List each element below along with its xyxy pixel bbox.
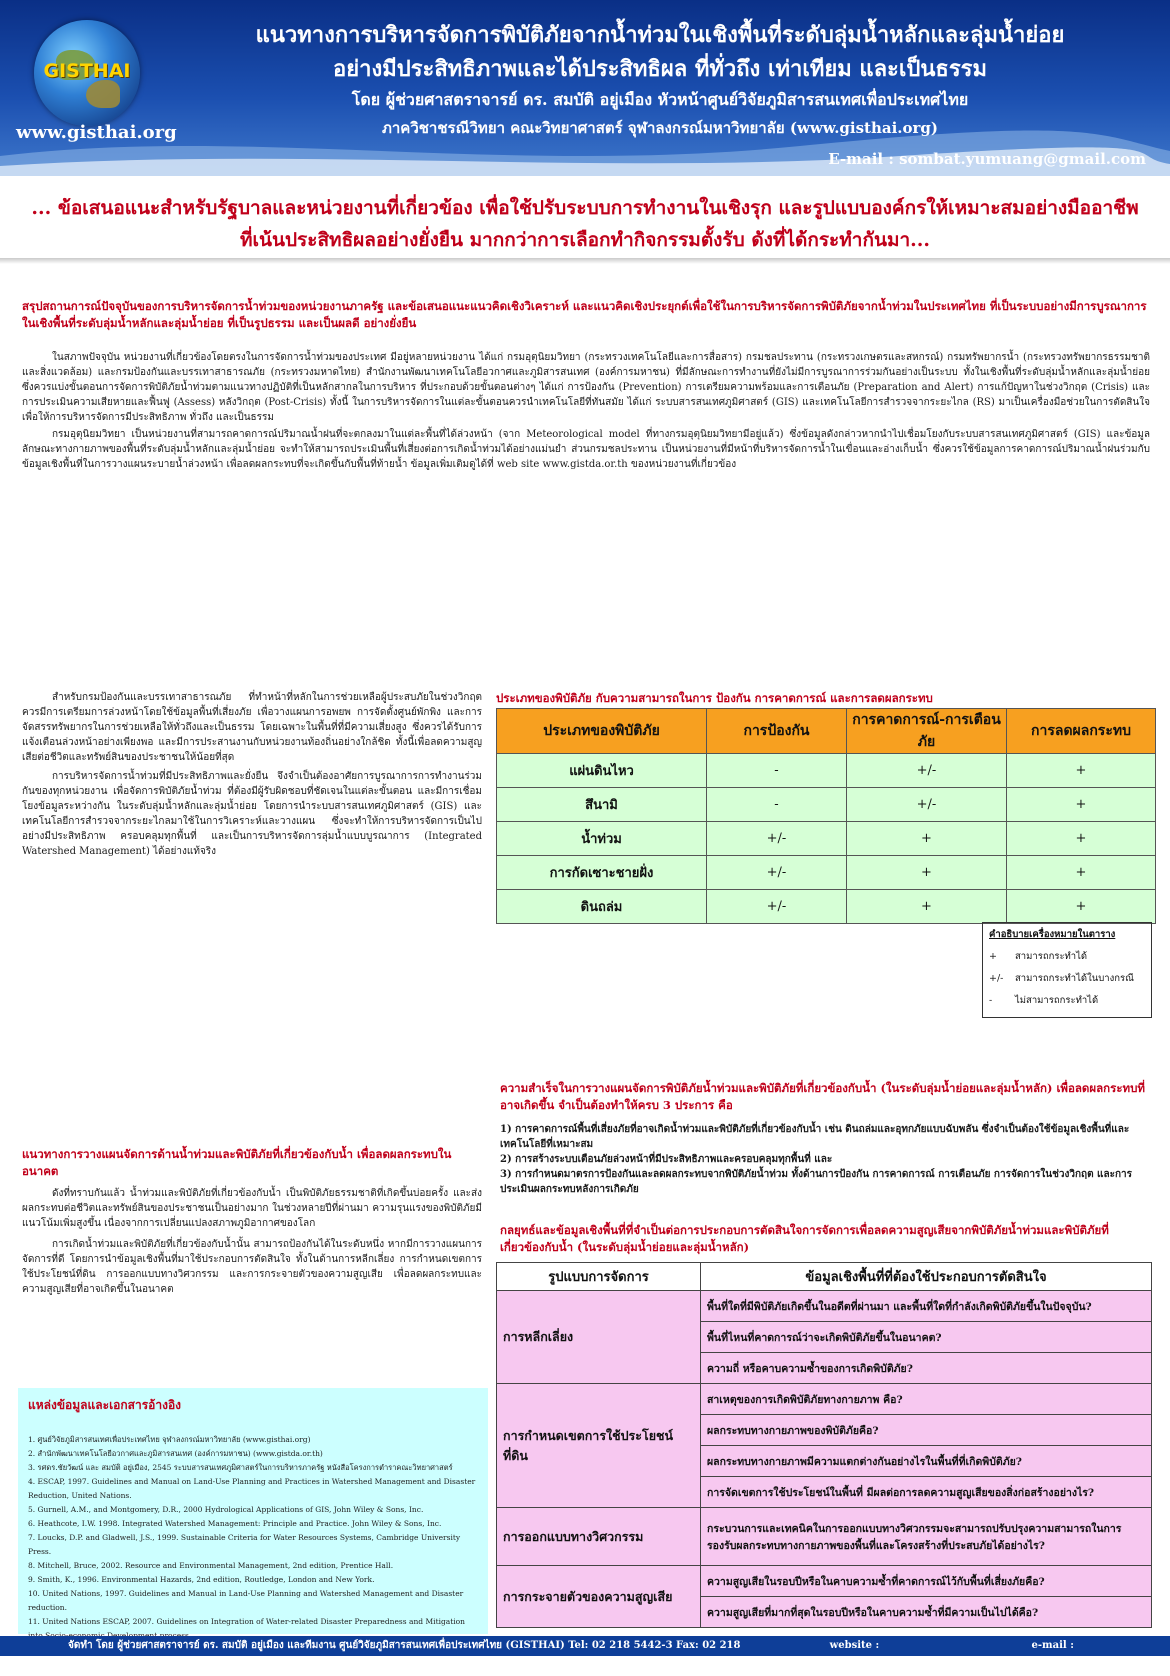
table-cell: การกัดเซาะชายฝั่ง	[497, 856, 707, 890]
poster-title-line1: แนวทางการบริหารจัดการพิบัติภัยจากน้ำท่วมในเชิงพื้นที่ระดับลุ่มน้ำหลักและลุ่มน้ำย่อย	[255, 22, 1065, 48]
table-row	[497, 1566, 1152, 1597]
management-method: การกำหนดเขตการใช้ประโยชน์ที่ดิน	[497, 1384, 701, 1508]
left-section-agencies	[22, 690, 482, 859]
column-header: รูปแบบการจัดการ	[497, 1263, 701, 1291]
planning-paragraph-2: การเกิดน้ำท่วมและพิบัติภัยที่เกี่ยวข้องกับน้ำนั้น สามารถป้องกันได้ในระดับหนึ่ง หากมีการวางแผนการจัดการที่ดี โดยการนำข้อมูลเชิงพื้นที่มาใช้ประกอบการตัดสินใจ ทั้งในด้านการหลีกเลี่ยง การกำหนดเขตการใช้ประโยชน์ที่ดิน การออกแบบทางวิศวกรรม และการกระจายตัวของความสูญเสีย เพื่อลดผลกระทบและความสูญเสียที่อาจเกิดขึ้นในอนาคต	[22, 1239, 482, 1295]
department-line: ภาควิชาชรณีวิทยา คณะวิทยาศาสตร์ จุฬาลงกรณ์มหาวิทยาลัย (www.gisthai.org)	[381, 119, 939, 137]
spatial-question: ความสูญเสียในรอบปีหรือในคาบความซ้ำที่คาดการณ์ไว้กับพื้นที่เสี่ยงภัยคือ?	[701, 1566, 1152, 1597]
disaster-capability-table	[496, 708, 1156, 924]
table-cell: -	[707, 754, 847, 788]
reference-item: 5. Gurnell, A.M., and Montgomery, D.R., 2000 Hydrological Applications of GIS, John Wiley & Sons, Inc.	[28, 1505, 424, 1514]
proposal-line2: ที่เน้นประสิทธิผลอย่างยั่งยืน มากกว่าการเลือกทำกิจกรรมตั้งรับ ดังที่ได้กระทำกันมา...	[239, 229, 930, 251]
table-cell: -	[707, 788, 847, 822]
column-header: การคาดการณ์-การเตือนภัย	[847, 709, 1007, 754]
table-cell: +/-	[707, 856, 847, 890]
reference-item: 11. United Nations ESCAP, 2007. Guidelines on Integration of Water-related Disaster Preparedness and Mitigation	[28, 1617, 466, 1626]
strategy-heading: กลยุทธ์และข้อมูลเชิงพื้นที่ที่จำเป็นต่อการประกอบการตัดสินใจการจัดการเพื่อลดความสูญเสียจากพิบัติภัยน้ำท่วมและพิบัติภัยที่เกี่ยวข้องกับน้ำ (ในระดับลุ่มน้ำย่อยและลุ่มน้ำหลัก)	[500, 1223, 1109, 1254]
table-header-row	[497, 1263, 1152, 1291]
table-cell: แผ่นดินไหว	[497, 754, 707, 788]
poster-title-line2: อย่างมีประสิทธิภาพและได้ประสิทธิผล ที่ทั่วถึง เท่าเทียม และเป็นธรรม	[333, 56, 987, 82]
gisthai-globe-logo	[34, 20, 140, 126]
header-website-link[interactable]: www.gisthai.org	[16, 122, 177, 143]
management-method: การออกแบบทางวิศวกรรม	[497, 1508, 701, 1566]
table-row	[497, 788, 1156, 822]
author-line: โดย ผู้ช่วยศาสตราจารย์ ดร. สมบัติ อยู่เมือง หัวหน้าศูนย์วิจัยภูมิสารสนเทศเพื่อประเทศไทย	[351, 90, 969, 109]
left-section-planning	[22, 1146, 482, 1297]
legend-text: สามารถกระทำได้ในบางกรณี	[1015, 973, 1134, 984]
legend-text: สามารถกระทำได้	[1015, 951, 1088, 962]
logo-text: GISTHAI	[43, 60, 131, 82]
spatial-question: กระบวนการและเทคนิคในการออกแบบทางวิศวกรรมจะสามารถปรับปรุงความสามารถในการรองรับผลกระทบทางกายภาพของพื้นที่และโครงสร้างที่ประสบภัยได้อย่างไร?	[701, 1508, 1152, 1566]
success-factors-heading: ความสำเร็จในการวางแผนจัดการพิบัติภัยน้ำท่วมและพิบัติภัยที่เกี่ยวข้องกับน้ำ (ในระดับลุ่มน้ำย่อยและลุ่มน้ำหลัก) เพื่อลดผลกระทบที่อาจเกิดขึ้น จำเป็นต้องทำให้ครบ 3 ประการ คือ	[500, 1081, 1145, 1112]
footer-organizer: จัดทำ โดย ผู้ช่วยศาสตราจารย์ ดร. สมบัติ อยู่เมือง และทีมงาน ศูนย์วิจัยภูมิสารสนเทศเพื่อประเทศไทย (GISTHAI) Tel: 02 218 5442-3 Fax: 02 218 5464	[68, 1640, 741, 1671]
footer-website-link[interactable]: website : www.gisthai.org	[829, 1640, 919, 1671]
disaster-table-caption: ประเภทของพิบัติภัย กับความสามารถในการ ป้องกัน การคาดการณ์ และการลดผลกระทบ	[496, 691, 933, 705]
table-row	[497, 856, 1156, 890]
table-cell: +	[1007, 856, 1156, 890]
poster-footer	[0, 1636, 1170, 1671]
reference-item: 4. ESCAP, 1997. Guidelines and Manual on Land-Use Planning and Practices in Watershed Management and Disaster Reduction, United Nations.	[28, 1477, 476, 1500]
poster-header	[0, 0, 1170, 176]
column-header: ข้อมูลเชิงพื้นที่ที่ต้องใช้ประกอบการตัดสินใจ	[701, 1263, 1152, 1291]
management-method: การหลีกเลี่ยง	[497, 1291, 701, 1384]
left1-paragraph-1: สำหรับกรมป้องกันและบรรเทาสาธารณภัย ที่ทำหน้าที่หลักในการช่วยเหลือผู้ประสบภัยในช่วงวิกฤต ควรมีการเตรียมการล่วงหน้าโดยใช้ข้อมูลพื้นที่เสี่ยงภัย เพื่อวางแผนการอพยพ การจัดตั้งศูนย์พักพิง และการจัดสรรทรัพยากรในการช่วยเหลือให้ทั่วถึงและเป็นธรรม โดยเฉพาะในพื้นที่ที่มีความเสี่ยงสูง ซึ่งควรได้รับการแจ้งเตือนล่วงหน้าอย่างเพียงพอ และมีการประสานงานกับหน่วยงานท้องถิ่นอย่างใกล้ชิด ทั้งนี้เพื่อลดความสูญเสียต่อชีวิตและทรัพย์สินของประชาชนให้น้อยที่สุด	[22, 692, 482, 763]
table-legend	[982, 922, 1152, 1018]
table-cell: +	[847, 890, 1007, 924]
reference-item: 7. Loucks, D.P. and Gladwell, J.S., 1999. Sustainable Criteria for Water Resources Systems, Cambridge University Press.	[28, 1533, 461, 1556]
title-block	[160, 18, 1160, 142]
author-email[interactable]: E-mail : sombat.yumuang@gmail.com	[828, 150, 1146, 168]
legend-title: คำอธิบายเครื่องหมายในตาราง	[989, 929, 1116, 940]
summary-paragraph-1: ในสภาพปัจจุบัน หน่วยงานที่เกี่ยวข้องโดยตรงในการจัดการน้ำท่วมของประเทศ มีอยู่หลายหน่วยงาน ได้แก่ กรมอุตุนิยมวิทยา (กระทรวงเทคโนโลยีและการสื่อสาร) กรมชลประทาน (กระทรวงเกษตรและสหกรณ์) กรมทรัพยากรน้ำ (กระทรวงทรัพยากรธรรมชาติและสิ่งแวดล้อม) และกรมป้องกันและบรรเทาสาธารณภัย (กระทรวงมหาดไทย) สำนักงานพัฒนาเทคโนโลยีอวกาศและภูมิสารสนเทศ (องค์การมหาชน) ที่มีลักษณะการทำงานที่ยังไม่มีการบูรณาการร่วมกันอย่างเป็นระบบ ทั้งในเชิงพื้นที่ระดับลุ่มน้ำหลักและลุ่มน้ำย่อย ซึ่งควรแบ่งขั้นตอนการจัดการพิบัติภัยน้ำท่วมตามแนวทางปฏิบัติที่เป็นหลักสากลในการบริหาร ที่ประกอบด้วยขั้นตอนต่างๆ ได้แก่ การป้องกัน (Prevention) การเตรียมความพร้อมและการเตือนภัย (Preparation and Alert) การแก้ปัญหาในช่วงวิกฤต (Crisis) และการประเมินความเสียหายและฟื้นฟู (Assess) หลังวิกฤต (Post-Crisis) ทั้งนี้ ในการบริหารจัดการในแต่ละขั้นตอนควรนำเทคโนโลยีที่ทันสมัย ได้แก่ ระบบสารสนเทศภูมิศาสตร์ (GIS) และเทคโนโลยีการสำรวจจากระยะไกล (RS) มาเป็นเครื่องมือช่วยในการตัดสินใจ เพื่อให้การบริหารจัดการมีประสิทธิภาพ ทั่วถึง และเป็นธรรม	[22, 352, 1150, 423]
legend-item	[989, 990, 1145, 1012]
table-row	[497, 754, 1156, 788]
spatial-question: พื้นที่ใดที่มีพิบัติภัยเกิดขึ้นในอดีตที่ผ่านมา และพื้นที่ใดที่กำลังเกิดพิบัติภัยขึ้นในปัจจุบัน?	[701, 1291, 1152, 1322]
references-list	[28, 1433, 478, 1643]
table-cell: +	[1007, 788, 1156, 822]
legend-symbol: +/-	[989, 973, 1004, 984]
table-cell: +	[1007, 754, 1156, 788]
column-header: ประเภทของพิบัติภัย	[497, 709, 707, 754]
management-method: การกระจายตัวของความสูญเสีย	[497, 1566, 701, 1628]
reference-item: 10. United Nations, 1997. Guidelines and Manual in Land-Use Planning and Watershed Management and Disaster reduction.	[28, 1589, 464, 1612]
references-box	[18, 1388, 488, 1634]
success-factor-item: 1) การคาดการณ์พื้นที่เสี่ยงภัยที่อาจเกิดน้ำท่วมและพิบัติภัยที่เกี่ยวข้องกับน้ำ เช่น ดินถล่มและอุทกภัยแบบฉับพลัน ซึ่งจำเป็นต้องใช้ข้อมูลเชิงพื้นที่และเทคโนโลยีที่เหมาะสม	[500, 1124, 1130, 1150]
spatial-question: พื้นที่ไหนที่คาดการณ์ว่าจะเกิดพิบัติภัยขึ้นในอนาคต?	[701, 1322, 1152, 1353]
table-cell: ดินถล่ม	[497, 890, 707, 924]
left1-paragraph-2: การบริหารจัดการน้ำท่วมที่มีประสิทธิภาพและยั่งยืน จึงจำเป็นต้องอาศัยการบูรณาการการทำงานร่วมกันของทุกหน่วยงาน เพื่อจัดการพิบัติภัยน้ำท่วม ที่ต้องมีผู้รับผิดชอบที่ชัดเจนในแต่ละขั้นตอน และมีการเชื่อมโยงข้อมูลระหว่างกัน ในระดับลุ่มน้ำหลักและลุ่มน้ำย่อย โดยการนำระบบสารสนเทศภูมิศาสตร์ (GIS) และเทคโนโลยีการสำรวจจากระยะไกลมาใช้ในการวิเคราะห์และวางแผน ซึ่งจะทำให้การบริหารจัดการเป็นไปอย่างมีประสิทธิภาพ ครอบคลุมทุกพื้นที่ และเป็นการบริหารจัดการลุ่มน้ำแบบบูรณาการ (Integrated Watershed Management) ได้อย่างแท้จริง	[22, 771, 482, 857]
column-header: การป้องกัน	[707, 709, 847, 754]
spatial-question: การจัดเขตการใช้ประโยชน์ในพื้นที่ มีผลต่อการลดความสูญเสียของสิ่งก่อสร้างอย่างไร?	[701, 1477, 1152, 1508]
summary-heading: สรุปสถานการณ์ปัจจุบันของการบริหารจัดการน้ำท่วมของหน่วยงานภาครัฐ และข้อเสนอแนะแนวคิดเชิงวิเคราะห์ และแนวคิดเชิงประยุกต์เพื่อใช้ในการบริหารจัดการพิบัติภัยจากน้ำท่วมในประเทศไทย ที่เป็นระบบอย่างมีการบูรณาการในเชิงพื้นที่ระดับลุ่มน้ำหลักและลุ่มน้ำย่อย ที่เป็นรูปธรรม และเป็นผลดี อย่างยั่งยืน	[22, 299, 1147, 330]
table-row	[497, 890, 1156, 924]
table-cell: +	[847, 822, 1007, 856]
reference-item: 3. รศดร.ชัยวัฒน์ และ สมบัติ อยู่เมือง, 2545 ระบบสารสนเทศภูมิศาสตร์ในการบริหารภาครัฐ หนังสือโครงการตำราคณะวิทยาศาสตร์	[28, 1463, 453, 1472]
reference-item: 6. Heathcote, I.W. 1998. Integrated Watershed Management: Principle and Practice. John Wiley & Sons, Inc.	[28, 1519, 442, 1528]
planning-paragraph-1: ดังที่ทราบกันแล้ว น้ำท่วมและพิบัติภัยที่เกี่ยวข้องกับน้ำ เป็นพิบัติภัยธรรมชาติที่เกิดขึ้นบ่อยครั้ง และส่งผลกระทบต่อชีวิตและทรัพย์สินของประชาชนเป็นอย่างมาก ในช่วงหลายปีที่ผ่านมา ความรุนแรงของพิบัติภัยมีแนวโน้มเพิ่มสูงขึ้น เนื่องจากการเปลี่ยนแปลงสภาพภูมิอากาศของโลก	[22, 1188, 482, 1229]
legend-item	[989, 968, 1145, 990]
table-row	[497, 1291, 1152, 1322]
reference-item: 1. ศูนย์วิจัยภูมิสารสนเทศเพื่อประเทศไทย จุฬาลงกรณ์มหาวิทยาลัย (www.gisthai.org)	[28, 1435, 311, 1444]
success-factors-section	[500, 1080, 1152, 1197]
table-cell: +	[847, 856, 1007, 890]
table-cell: สึนามิ	[497, 788, 707, 822]
table-cell: +/-	[707, 822, 847, 856]
column-header: การลดผลกระทบ	[1007, 709, 1156, 754]
legend-symbol: -	[989, 995, 993, 1006]
table-cell: น้ำท่วม	[497, 822, 707, 856]
planning-heading: แนวทางการวางแผนจัดการด้านน้ำท่วมและพิบัติภัยที่เกี่ยวข้องกับน้ำ เพื่อลดผลกระทบในอนาคต	[22, 1147, 452, 1178]
success-factor-item: 2) การสร้างระบบเตือนภัยล่วงหน้าที่มีประสิทธิภาพและครอบคลุมทุกพื้นที่ และ	[500, 1154, 833, 1165]
table-cell: +/-	[847, 788, 1007, 822]
spatial-question: ความถี่ หรือคาบความซ้ำของการเกิดพิบัติภัย?	[701, 1353, 1152, 1384]
table-row	[497, 1384, 1152, 1415]
strategy-section	[500, 1222, 1152, 1256]
legend-text: ไม่สามารถกระทำได้	[1015, 995, 1099, 1006]
spatial-question: ผลกระทบทางกายภาพมีความแตกต่างกันอย่างไรในพื้นที่ที่เกิดพิบัติภัย?	[701, 1446, 1152, 1477]
proposal-line1: ... ข้อเสนอแนะสำหรับรัฐบาลและหน่วยงานที่เกี่ยวข้อง เพื่อใช้ปรับระบบการทำงานในเชิงรุก และรูปแบบองค์กรให้เหมาะสมอย่างมืออาชีพ	[31, 197, 1139, 219]
summary-section	[22, 298, 1150, 472]
table-header-row	[497, 709, 1156, 754]
spatial-question: ความสูญเสียที่มากที่สุดในรอบปีหรือในคาบความซ้ำที่มีความเป็นไปได้คือ?	[701, 1597, 1152, 1628]
table-cell: +/-	[847, 754, 1007, 788]
legend-item	[989, 946, 1145, 968]
spatial-question: สาเหตุของการเกิดพิบัติภัยทางกายภาพ คือ?	[701, 1384, 1152, 1415]
summary-paragraph-2: กรมอุตุนิยมวิทยา เป็นหน่วยงานที่สามารถคาดการณ์ปริมาณน้ำฝนที่จะตกลงมาในแต่ละพื้นที่ได้ล่วงหน้า (จาก Meteorological model ที่ทางกรมอุตุนิยมวิทยามีอยู่แล้ว) ซึ่งข้อมูลดังกล่าวหากนำไปเชื่อมโยงกับระบบสารสนเทศภูมิศาสตร์ (GIS) และข้อมูลลักษณะทางกายภาพของพื้นที่ระดับลุ่มน้ำหลักและลุ่มน้ำย่อย จะทำให้สามารถประเมินพื้นที่เสี่ยงต่อการเกิดน้ำท่วมได้อย่างแม่นยำ ส่วนกรมชลประทาน เป็นหน่วยงานที่มีหน้าที่บริหารจัดการน้ำในเขื่อนและอ่างเก็บน้ำ ซึ่งควรใช้ข้อมูลการคาดการณ์ปริมาณน้ำฝนร่วมกับข้อมูลเชิงพื้นที่ในการวางแผนระบายน้ำล่วงหน้า เพื่อลดผลกระทบที่จะเกิดขึ้นกับพื้นที่ท้ายน้ำ ข้อมูลเพิ่มเติมดูได้ที่ web site www.gistda.or.th ของหน่วยงานที่เกี่ยวข้อง	[22, 429, 1150, 470]
reference-item: 9. Smith, K., 1996. Environmental Hazards, 2nd edition, Routledge, London and New York.	[28, 1575, 375, 1584]
footer-email-link[interactable]: e-mail : info@gisthai.org	[1031, 1640, 1125, 1671]
reference-item: 8. Mitchell, Bruce, 2002. Resource and Environmental Management, 2nd edition, Prentice Hall.	[28, 1561, 394, 1570]
table-cell: +	[1007, 822, 1156, 856]
spatial-question: ผลกระทบทางกายภาพของพิบัติภัยคือ?	[701, 1415, 1152, 1446]
success-factor-item: 3) การกำหนดมาตรการป้องกันและลดผลกระทบจากพิบัติภัยน้ำท่วม ทั้งด้านการป้องกัน การคาดการณ์ การเตือนภัย การจัดการในช่วงวิกฤต และการประเมินผลกระทบหลังการเกิดภัย	[500, 1169, 1133, 1195]
strategy-table	[496, 1262, 1152, 1628]
references-title: แหล่งข้อมูลและเอกสารอ้างอิง	[28, 1398, 182, 1412]
table-cell: +/-	[707, 890, 847, 924]
table-row	[497, 1508, 1152, 1566]
reference-item: 2. สำนักพัฒนาเทคโนโลยีอวกาศและภูมิสารสนเทศ (องค์การมหาชน) (www.gistda.or.th)	[28, 1449, 323, 1458]
table-row	[497, 822, 1156, 856]
proposal-banner	[0, 178, 1170, 258]
legend-symbol: +	[989, 951, 997, 962]
table-cell: +	[1007, 890, 1156, 924]
banner-divider	[0, 258, 1170, 264]
